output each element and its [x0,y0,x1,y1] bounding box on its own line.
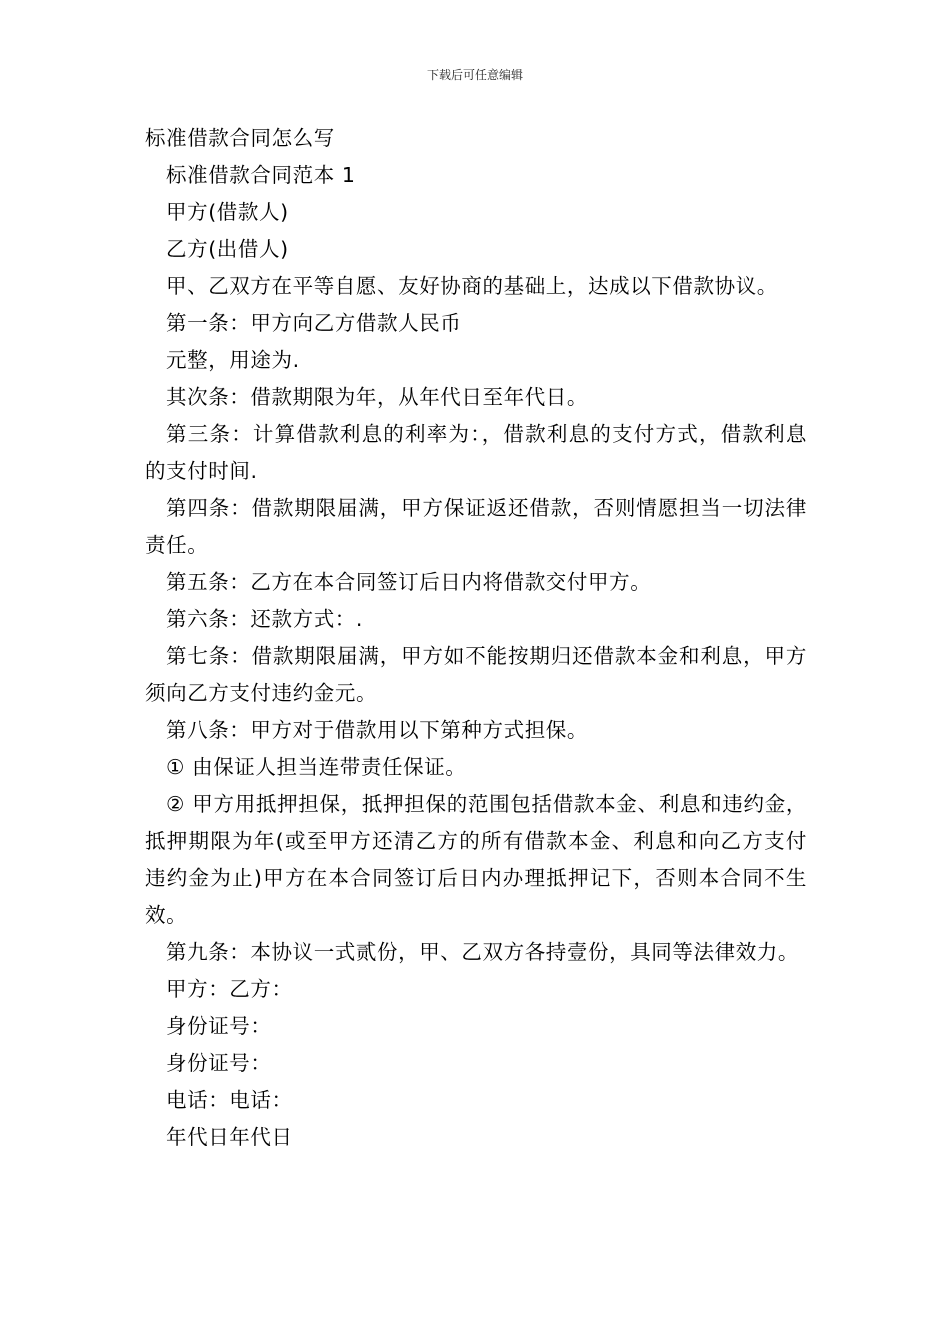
article-7: 第七条：借款期限届满，甲方如不能按期归还借款本金和利息，甲方须向乙方支付违约金元。 [145,644,807,705]
id-number-line-b: 身份证号： [166,1051,272,1075]
article-9: 第九条：本协议一式贰份，甲、乙双方各持壹份，具同等法律效力。 [166,940,799,964]
article-8: 第八条：甲方对于借款用以下第种方式担保。 [166,718,588,742]
date-line: 年代日年代日 [166,1125,293,1149]
article-3: 第三条：计算借款利息的利率为：，借款利息的支付方式，借款利息的支付时间. [145,422,807,483]
preamble-paragraph: 甲、乙双方在平等自愿、友好协商的基础上，达成以下借款协议。 [166,274,778,298]
article-1: 第一条：甲方向乙方借款人民币 [166,311,462,335]
id-number-line-a: 身份证号： [166,1014,272,1038]
party-a-line: 甲方(借款人) [166,200,289,224]
contract-subtitle: 标准借款合同范本 1 [166,163,356,187]
signature-parties: 甲方：乙方： [166,977,293,1001]
article-2: 其次条：借款期限为年，从年代日至年代日。 [166,385,588,409]
guarantee-option-2: ② 甲方用抵押担保，抵押担保的范围包括借款本金、利息和违约金，抵押期限为年(或至甲方还清乙方的所有借款本金、利息和向乙方支付违约金为止)甲方在本合同签订后日内办理抵押记下，否则本合同不生效。 [145,792,807,927]
phone-line: 电话：电话： [166,1088,293,1112]
guarantee-option-1: ① 由保证人担当连带责任保证。 [166,755,467,779]
article-1-continued: 元整，用途为. [166,348,300,372]
document-title: 标准借款合同怎么写 [145,126,335,150]
page-header-note: 下载后可任意编辑 [426,68,523,82]
party-b-line: 乙方(出借人) [166,237,289,261]
document-body [145,120,807,1156]
article-5: 第五条：乙方在本合同签订后日内将借款交付甲方。 [166,570,652,594]
article-4: 第四条：借款期限届满，甲方保证返还借款，否则情愿担当一切法律责任。 [145,496,807,557]
article-6: 第六条：还款方式：. [166,607,364,631]
